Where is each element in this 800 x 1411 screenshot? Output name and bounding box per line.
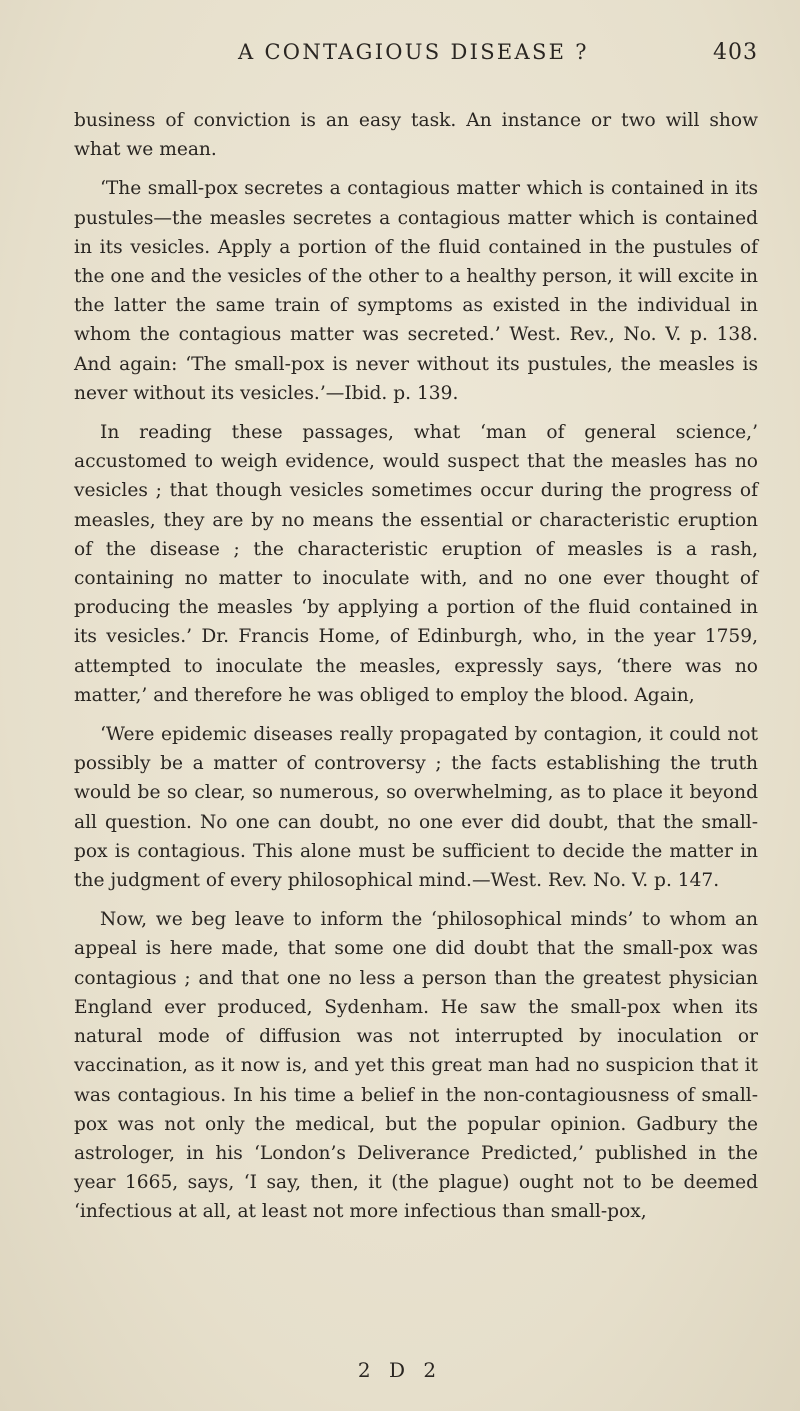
paragraph-3: In reading these passages, what ‘man of general science,’ accustomed to weigh evidence, would suspect that the measles has no vesicles ; that though vesicles sometimes occur during the progress of measles, they are by no means the essential or characteristic eruption of the disease ; the characteristic eruption of measles is a rash, containing no matter to inoculate with, and no one ever thought of producing the measles ‘by applying a portion of the fluid contained in its vesicles.’ Dr. Francis Home, of Edinburgh, who, in the year 1759, attempted to inoculate the measles, expressly says, ‘there was no matter,’ and therefore he was obliged to employ the blood. Again, bbox=[74, 422, 758, 706]
page-number: 403 bbox=[713, 40, 758, 65]
paragraph-1: business of conviction is an easy task. An instance or two will show what we mean. bbox=[74, 110, 758, 161]
paragraph-2: ‘The small-pox secretes a contagious matter which is contained in its pustules—the measles secretes a contagious matter which is contained in its vesicles. Apply a portion of the fluid contained in the pustules of the one and the vesicles of the other to a healthy person, it will excite in the latter the same train of symptoms as existed in the individual in whom the contagious matter was secreted.’ West. Rev., No. V. p. 138. And again: ‘The small-pox is never without its pustules, the measles is never without its vesicles.’—Ibid. p. 139. bbox=[74, 178, 758, 404]
signature-mark: 2 D 2 bbox=[357, 1358, 443, 1382]
body-text bbox=[74, 106, 758, 1227]
running-title: A CONTAGIOUS DISEASE ? bbox=[238, 40, 589, 64]
paragraph-5: Now, we beg leave to inform the ‘philosophical minds’ to whom an appeal is here made, that some one did doubt that the small-pox was contagious ; and that one no less a person than the greatest physician England ever produced, Sydenham. He saw the small-pox when its natural mode of diffusion was not interrupted by inoculation or vaccination, as it now is, and yet this great man had no suspicion that it was contagious. In his time a belief in the non-contagiousness of small-pox was not only the medical, but the popular opinion. Gadbury the astrologer, in his ‘London’s Deliverance Predicted,’ published in the year 1665, says, ‘I say, then, it (the plague) ought not to be deemed ‘infectious at all, at least not more infectious than small-pox, bbox=[74, 909, 758, 1223]
paragraph-4: ‘Were epidemic diseases really propagated by contagion, it could not possibly be a matter of controversy ; the facts establishing the truth would be so clear, so numerous, so overwhelming, as to place it beyond all question. No one can doubt, no one ever did doubt, that the small-pox is contagious. This alone must be sufficient to decide the matter in the judgment of every philosophical mind.—West. Rev. No. V. p. 147. bbox=[74, 724, 758, 892]
running-head bbox=[238, 40, 758, 76]
